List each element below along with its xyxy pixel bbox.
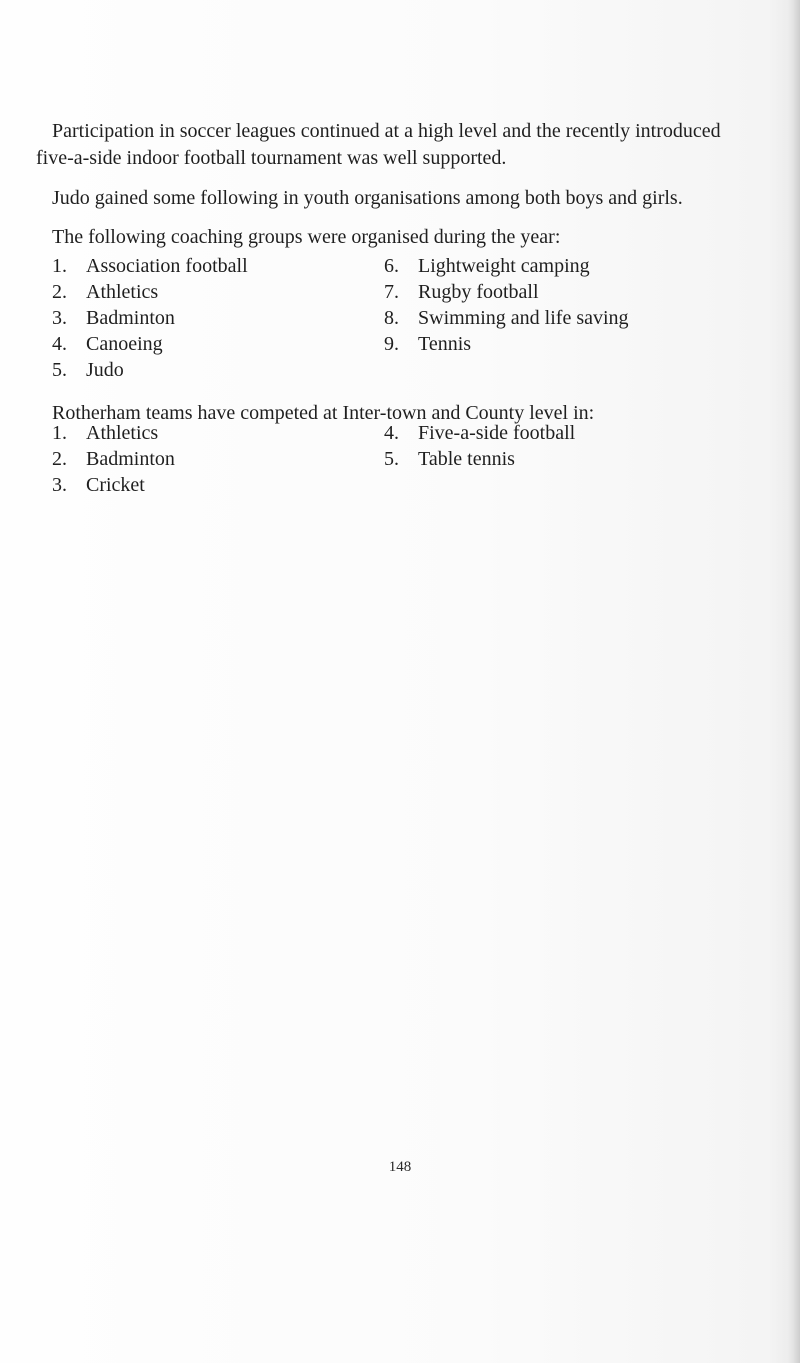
list-item-label: Judo — [86, 359, 124, 381]
list-item — [52, 420, 175, 446]
list-item-number: 7. — [384, 281, 399, 303]
competition-teams-list-right — [384, 420, 575, 472]
list-item-label: Badminton — [86, 448, 175, 470]
list-item-number: 5. — [384, 448, 399, 470]
page-number: 148 — [388, 1159, 412, 1175]
list-item-number: 1. — [52, 255, 67, 277]
list-item — [384, 305, 629, 331]
list-item — [384, 420, 575, 446]
coaching-groups-list-left — [52, 253, 248, 383]
competition-teams-list-left — [52, 420, 175, 498]
list-item — [384, 253, 629, 279]
list-item-number: 3. — [52, 474, 67, 496]
competition-teams-intro: Rotherham teams have competed at Inter-town and County level in: — [52, 402, 595, 424]
list-item — [52, 253, 248, 279]
list-item-number: 8. — [384, 307, 399, 329]
list-item-number: 2. — [52, 281, 67, 303]
list-item-label: Five-a-side football — [418, 422, 576, 444]
coaching-groups-intro: The following coaching groups were organised during the year: — [52, 226, 561, 248]
list-item-label: Lightweight camping — [418, 255, 590, 277]
list-item — [52, 279, 248, 305]
list-item — [52, 357, 248, 383]
soccer-paragraph-line-1: Participation in soccer leagues continued at a high level and the recently introduced — [52, 120, 721, 142]
list-item-label: Rugby football — [418, 281, 539, 303]
list-item-label: Athletics — [86, 422, 159, 444]
list-item — [384, 446, 575, 472]
list-item-label: Badminton — [86, 307, 175, 329]
list-item-number: 1. — [52, 422, 67, 444]
list-item-label: Cricket — [86, 474, 145, 496]
list-item-label: Table tennis — [418, 448, 515, 470]
list-item-number: 2. — [52, 448, 67, 470]
list-item-number: 4. — [384, 422, 399, 444]
soccer-paragraph-line-2: five-a-side indoor football tournament was well supported. — [36, 147, 507, 169]
list-item-number: 6. — [384, 255, 399, 277]
list-item-label: Association football — [86, 255, 248, 277]
list-item — [52, 446, 175, 472]
list-item-number: 9. — [384, 333, 399, 355]
list-item-label: Athletics — [86, 281, 159, 303]
list-item-label: Tennis — [418, 333, 472, 355]
list-item — [52, 305, 248, 331]
list-item-number: 5. — [52, 359, 67, 381]
list-item-number: 3. — [52, 307, 67, 329]
list-item — [384, 279, 629, 305]
coaching-groups-list-right — [384, 253, 629, 357]
list-item — [52, 472, 175, 498]
list-item — [384, 331, 629, 357]
list-item — [52, 331, 248, 357]
judo-paragraph: Judo gained some following in youth organisations among both boys and girls. — [52, 187, 683, 209]
list-item-label: Swimming and life saving — [418, 307, 629, 329]
list-item-label: Canoeing — [86, 333, 163, 355]
list-item-number: 4. — [52, 333, 67, 355]
